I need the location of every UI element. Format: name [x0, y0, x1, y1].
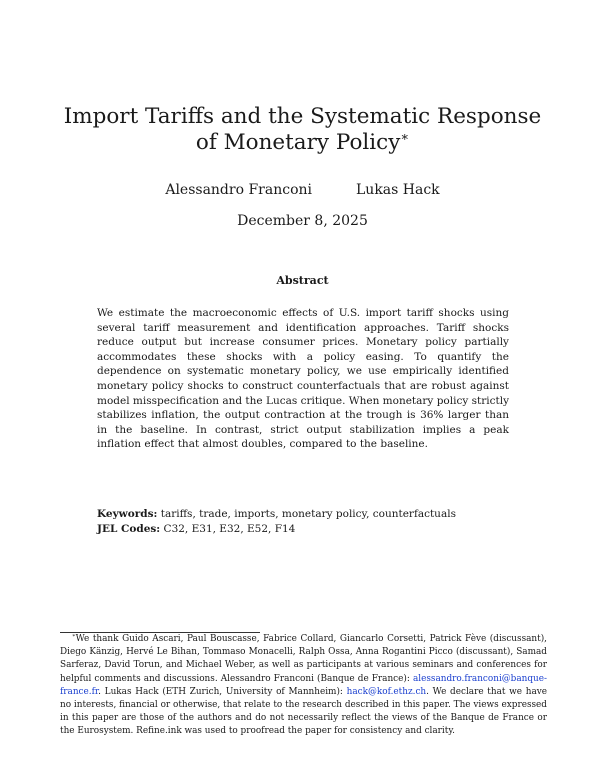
footnote-text: . We declare that we have no interests, financial or otherwise, that relate to the research described in this paper. The views expressed in this paper are those of the authors and do not necessarily reflect the views of the Banque de France or the Eurosystem. Refine.ink was used to proofread the paper for consistency and clarity.: [60, 686, 548, 737]
jel-value: C32, E31, E32, E52, F14: [163, 522, 296, 535]
jel-line: [97, 522, 517, 537]
footnote-text: We thank Guido Ascari, Paul Bouscasse, Fabrice Collard, Giancarlo Corsetti, Patrick Fève (discussant), Diego Känzig, Hervé Le Bihan, Tommaso Monacelli, Ralph Ossa, Anna Rogantini Picco (discussant), Samad Sarferaz, David Torun, and Michael Weber, as well as participants at various seminars and conferences for helpful comments and discussions. Alessandro Franconi (Banque de France):: [60, 634, 547, 684]
jel-label: JEL Codes:: [97, 522, 161, 535]
title-footnote-mark: ∗: [400, 129, 410, 145]
email-link-franconi[interactable]: alessandro.franconi@banque-france.fr: [60, 673, 547, 697]
paper-title: [60, 104, 545, 156]
abstract-heading: Abstract: [276, 274, 329, 287]
keywords-value: tariffs, trade, imports, monetary policy, counterfactuals: [160, 508, 456, 520]
keywords-line: [97, 507, 517, 522]
paper-title-text: Import Tariffs and the Systematic Response of Monetary Policy: [63, 104, 542, 155]
author-list: [60, 181, 545, 199]
email-link-hack[interactable]: hack@kof.ethz.ch: [346, 686, 427, 697]
author-name: Alessandro Franconi: [165, 182, 312, 198]
footnote-mark: ∗: [72, 633, 76, 640]
abstract-text: We estimate the macroeconomic effects of U.S. import tariff shocks using several tariff measurement and identification approaches. Tariff shocks reduce output but increase consumer prices. Monetary policy partially accommodates these shocks with a policy easing. To quantify the dependence on systematic monetary policy, we use empirically identified monetary policy shocks to construct counterfactuals that are robust against model misspecification and the Lucas critique. When monetary policy strictly stabilizes inflation, the output contraction at the trough is 36% larger than in the baseline. In contrast, strict output stabilization implies a peak inflation effect that almost doubles, compared to the baseline.: [97, 307, 509, 451]
paper-date: December 8, 2025: [237, 213, 368, 229]
author-name: Lukas Hack: [356, 182, 440, 198]
footnote: [60, 633, 547, 739]
keywords-label: Keywords:: [97, 508, 158, 520]
keywords-block: [97, 507, 517, 536]
footnote-text: . Lukas Hack (ETH Zurich, University of Mannheim):: [98, 686, 343, 697]
